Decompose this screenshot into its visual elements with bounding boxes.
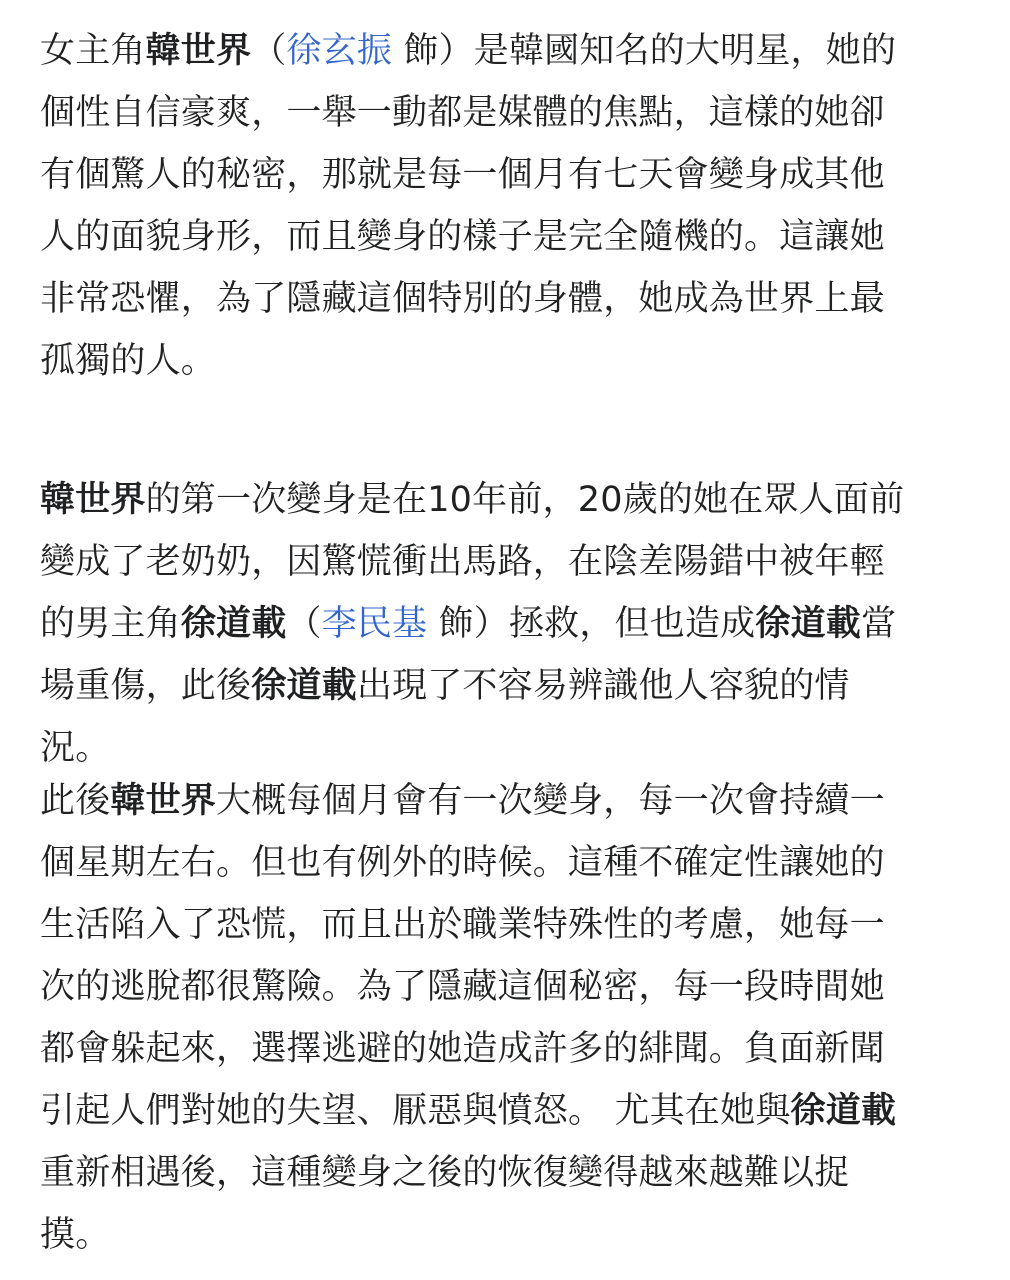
- text-segment: 人的面貌身形，而且變身的樣子是完全隨機的。這讓她: [40, 217, 885, 257]
- text-line: [40, 1018, 885, 1080]
- actor-link[interactable]: 徐玄振: [286, 31, 393, 71]
- text-segment: 非常恐懼，為了隱藏這個特別的身體，她成為世界上最: [40, 279, 885, 319]
- text-segment: 的第一次變身是在10年前，20歲的她在眾人面前: [145, 480, 905, 520]
- text-segment: 飾）是韓國知名的大明星，她的: [392, 31, 897, 71]
- text-segment: 重新相遇後，這種變身之後的恢復變得越來越難以捉: [40, 1153, 850, 1193]
- text-segment: 次的逃脫都很驚險。為了隱藏這個秘密，每一段時間她: [40, 967, 885, 1007]
- text-line: [40, 82, 885, 144]
- text-segment: 當: [860, 604, 897, 644]
- text-segment: 變成了老奶奶，因驚慌衝出馬路，在陰差陽錯中被年輕: [40, 542, 885, 582]
- text-line: [40, 832, 885, 894]
- character-name: 韓世界: [40, 480, 146, 520]
- text-segment: 此後: [40, 781, 111, 821]
- character-name: 韓世界: [110, 781, 217, 821]
- actor-link[interactable]: 李民基: [321, 604, 428, 644]
- text-segment: 女主角: [40, 31, 146, 71]
- text-line: [40, 531, 885, 593]
- text-line: [40, 1204, 110, 1266]
- text-line: [40, 770, 885, 832]
- text-segment: 場重傷，此後: [40, 666, 252, 706]
- text-segment: 生活陷入了恐慌，而且出於職業特殊性的考慮，她每一: [40, 905, 885, 945]
- text-segment: 個性自信豪爽，一舉一動都是媒體的焦點，這樣的她卻: [40, 93, 885, 133]
- text-line: [40, 956, 885, 1018]
- text-segment: 的男主角: [40, 604, 181, 644]
- character-name: 徐道載: [180, 604, 287, 644]
- text-segment: （: [251, 31, 287, 71]
- text-line: [40, 894, 885, 956]
- text-line: [40, 655, 850, 717]
- text-segment: 有個驚人的秘密，那就是每一個月有七天會變身成其他: [40, 155, 885, 195]
- character-name: 徐道載: [251, 666, 357, 706]
- text-segment: （: [286, 604, 322, 644]
- character-name: 徐道載: [755, 604, 861, 644]
- text-segment: 摸。: [40, 1215, 111, 1255]
- text-line: [40, 1142, 850, 1204]
- text-line: [40, 593, 896, 655]
- text-line: [40, 268, 885, 330]
- text-segment: 引起人們對她的失望、厭惡與憤怒。 尤其在她與: [40, 1091, 791, 1131]
- text-line: [40, 206, 885, 268]
- character-name: 徐道載: [790, 1091, 897, 1131]
- text-segment: 孤獨的人。: [40, 341, 217, 381]
- text-segment: 都會躲起來，選擇逃避的她造成許多的緋聞。負面新聞: [40, 1029, 885, 1069]
- text-line: [40, 330, 216, 392]
- text-segment: 大概每個月會有一次變身，每一次會持續一: [216, 781, 885, 821]
- text-segment: 飾）拯救，但也造成: [427, 604, 756, 644]
- text-segment: 況。: [40, 728, 111, 768]
- character-name: 韓世界: [145, 31, 252, 71]
- text-segment: 出現了不容易辨識他人容貌的情: [356, 666, 850, 706]
- text-segment: 個星期左右。但也有例外的時候。這種不確定性讓她的: [40, 843, 885, 883]
- text-line: [40, 144, 885, 206]
- text-line: [40, 20, 896, 82]
- text-line: [40, 1080, 896, 1142]
- text-line: [40, 469, 904, 531]
